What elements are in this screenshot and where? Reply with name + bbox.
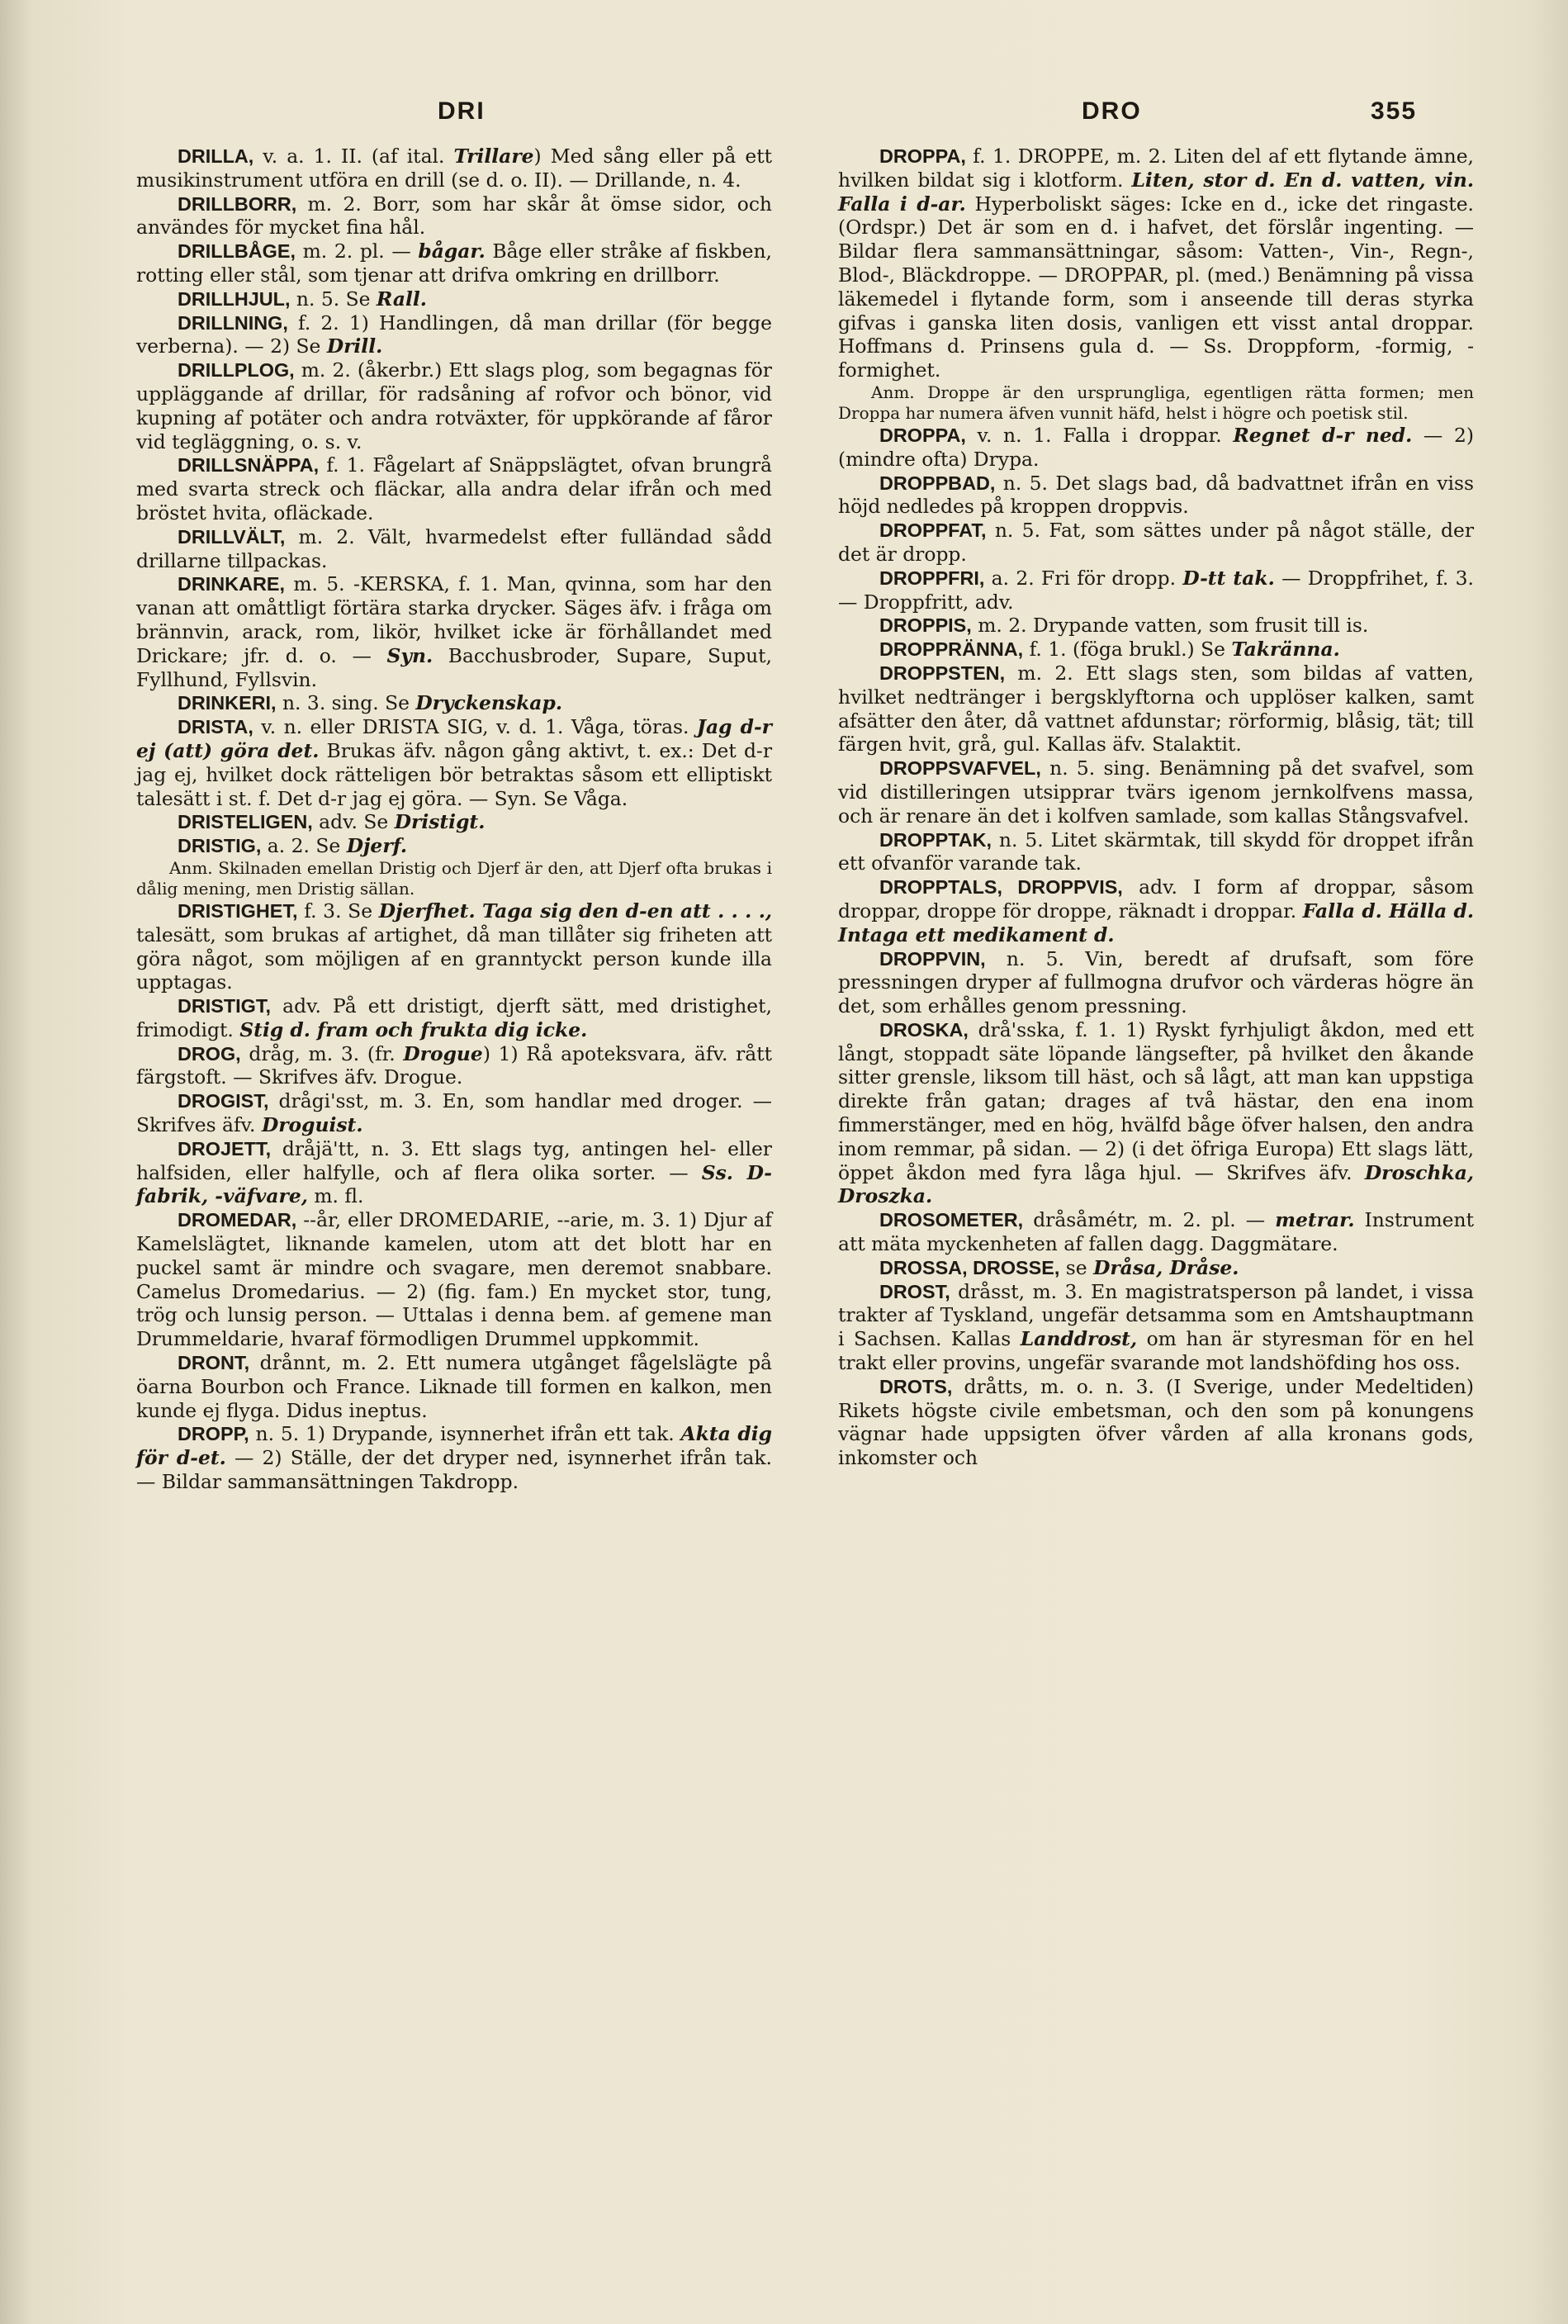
left-column [136, 145, 772, 1494]
definition-text: dråg, m. 3. (fr. [240, 1041, 404, 1065]
example-italic: Drill. [326, 334, 383, 358]
definition-text: n. 5. Litet skärmtak, till skydd för droppet ifrån ett ofvanför varande tak. [838, 828, 1474, 875]
dictionary-entry [838, 519, 1474, 567]
headword: DRISTA, [178, 716, 253, 738]
dictionary-entry [838, 1280, 1474, 1375]
dictionary-entry [838, 1256, 1474, 1280]
dictionary-entry [136, 1137, 772, 1208]
headword: DRISTIGT, [178, 995, 272, 1017]
note: Anm. Skilnaden emellan Dristig och Djerf är den, att Djerf ofta brukas i dålig mening, men Dristig sällan. [136, 857, 772, 899]
definition-tail: Brukas äfv. någon gång aktivt, t. ex.: Det d-r jag ej, hvilket dock rätteligen bör betraktas såsom ett elliptiskt talesätt i st. f. Det d-r jag ej göra. — Syn. Se Våga. [136, 738, 772, 810]
example-italic: Djerf. [346, 834, 408, 858]
headword: DROGIST, [178, 1090, 269, 1112]
definition-tail: — 2) Ställe, der det dryper ned, isynnerhet ifrån tak. — Bildar sammansättningen Takdropp. [136, 1446, 772, 1494]
example-italic: Droguist. [261, 1113, 363, 1137]
headword: DROPPTAK, [879, 828, 992, 851]
definition-text: dråjä'tt, n. 3. Ett slags tyg, antingen hel- eller halfsiden, eller halfylle, och af flera olika sorter. — [136, 1136, 772, 1184]
dictionary-entry [136, 192, 772, 240]
headword: DROSSA, DROSSE, [879, 1256, 1060, 1278]
example-italic: Ss. D-fabrik, -väfvare, [136, 1160, 773, 1208]
example-italic: Djerfhet. Taga sig den d-en att . . . ., [378, 899, 773, 922]
dictionary-entry [136, 1351, 772, 1422]
dictionary-entry [136, 240, 772, 287]
dictionary-entry [838, 1208, 1474, 1256]
headword: DROJETT, [178, 1137, 272, 1160]
definition-text: adv. Se [312, 810, 395, 834]
dictionary-entry [136, 715, 772, 810]
example-italic: bågar. [418, 240, 486, 263]
headword: DROSKA, [879, 1018, 969, 1041]
headword: DRILLA, [178, 145, 254, 167]
definition-text: m. 2. Drypande vatten, som frusit till is. [971, 614, 1369, 638]
headword: DROPPVIN, [879, 947, 986, 970]
example-italic: Takränna. [1231, 638, 1340, 662]
headword: DRISTIGHET, [178, 899, 298, 922]
example-italic: Falla d. Hälla d. Intaga ett medikament d. [838, 899, 1474, 946]
definition-text: adv. På ett dristigt, djerft sätt, med dristighet, frimodigt. [136, 994, 772, 1041]
headword: DROPPRÄNNA, [879, 638, 1024, 661]
dictionary-entry [838, 614, 1474, 638]
definition-tail: om han är styresman för en hel trakt eller provins, ungefär svarande mot landshöfding hos oss. [838, 1327, 1474, 1375]
definition-text: dråsåmétr, m. 2. pl. — [1023, 1208, 1276, 1232]
definition-text: f. 3. Se [297, 899, 379, 922]
headword: DRILLSNÄPPA, [178, 454, 320, 477]
dictionary-entry [838, 1018, 1474, 1208]
dictionary-entry [136, 1208, 772, 1351]
example-italic: Dristigt. [394, 810, 486, 834]
right-column [838, 145, 1474, 1470]
dictionary-entry [136, 145, 772, 192]
headword: DRILLBÅGE, [178, 240, 296, 263]
headword: DROPPA, [879, 145, 966, 167]
example-italic: Trillare [453, 145, 534, 168]
definition-text: se [1059, 1255, 1094, 1279]
definition-text: m. 5. -KERSKA, f. 1. Man, qvinna, som har den vanan att omåttligt förtära starka drycker. Säges äfv. i fråga om brännvin, arack, rom, likör, hvilket icke är förhållandet med Drickare; jfr. d. o. — [136, 572, 772, 667]
headword: DROPPSVAFVEL, [879, 757, 1041, 780]
headword: DROPPA, [879, 424, 966, 446]
dictionary-entry [136, 810, 772, 834]
dictionary-entry [136, 453, 772, 524]
dictionary-entry [838, 638, 1474, 662]
definition-text: drågi'sst, m. 3. En, som handlar med droger. — Skrifves äfv. [136, 1089, 772, 1137]
definition-tail: talesätt, som brukas af artighet, då man tillåter sig friheten att göra något, som möjligen af en granntyckt person kunde illa upptagas. [136, 922, 772, 994]
dictionary-entry [136, 572, 772, 691]
example-italic: Syn. [386, 643, 433, 667]
headword: DRILLPLOG, [178, 359, 295, 382]
example-italic: Drogue [403, 1041, 483, 1065]
dictionary-entry [838, 947, 1474, 1018]
dictionary-entry [838, 1375, 1474, 1470]
definition-text: f. 1. DROPPE, m. 2. Liten del af ett flytande ämne, hvilken bildat sig i klotform. [838, 145, 1474, 192]
dictionary-entry [136, 287, 772, 311]
running-head-right: DRO [1082, 97, 1142, 125]
definition-tail: ) Med sång eller på ett musikinstrument utföra en drill (se d. o. II). — Drillande, n. 4. [136, 145, 772, 192]
example-italic: D-tt tak. [1182, 566, 1275, 590]
headword: DRINKERI, [178, 692, 277, 714]
example-italic: Dryckenskap. [415, 691, 562, 715]
headword: DRONT, [178, 1352, 250, 1374]
definition-text: a. 2. Se [261, 834, 347, 858]
headword: DROTS, [879, 1375, 953, 1397]
headword: DROPPSTEN, [879, 662, 1006, 684]
example-italic: Jag d-r ej (att) göra det. [136, 715, 772, 762]
definition-text: a. 2. Fri för dropp. [984, 566, 1183, 590]
definition-text: n. 5. Vin, beredt af drufsaft, som före pressningen dryper af fullmogna drufvor och värderas högre än det, som erhålles genom pressning. [838, 946, 1474, 1018]
definition-text: n. 3. sing. Se [276, 691, 416, 715]
dictionary-entry [838, 145, 1474, 382]
definition-tail: Bacchusbroder, Supare, Suput, Fyllhund, Fyllsvin. [136, 643, 772, 691]
note: Anm. Droppe är den ursprungliga, egentligen rätta formen; men Droppa har numera äfven vunnit häfd, helst i högre och poetisk stil. [838, 382, 1474, 423]
definition-tail: Båge eller stråke af fiskben, rotting eller stål, som tjenar att drifva omkring en drillborr. [136, 240, 772, 287]
example-italic: Landdrost, [1020, 1327, 1138, 1351]
definition-tail: Hyperboliskt säges: Icke en d., icke det ringaste. (Ordspr.) Det är som en d. i hafvet, det förslår ingenting. — Bildar flera sammansättningar, såsom: Vatten-, Vin-, Regn-, Blod-, Bläckdroppe. — DROPPAR, pl. (med.) Benämning på vissa läkemedel i flytande form, som i anseende till deras styrka gifvas i ganska liten dosis, vanligen ett visst antal droppar. Hoffmans d. Prinsens gula d. — Ss. Droppform, -formig, -formighet. [838, 192, 1474, 382]
definition-text: n. 5. Se [290, 287, 377, 311]
headword: DRILLVÄLT, [178, 525, 286, 548]
headword: DROPPBAD, [879, 472, 996, 494]
example-italic: Liten, stor d. En d. vatten, vin. Falla i d-ar. [838, 168, 1474, 216]
definition-text: v. n. 1. Falla i droppar. [965, 423, 1234, 447]
definition-text: m. 2. Ett slags sten, som bildas af vatten, hvilket nedtränger i bergsklyftorna och upplöser kalken, samt afsätter den åter, då vattnet afdunstar; rörformig, blåsig, tät; till färgen hvit, grå, gul. Kallas äfv. Stalaktit. [838, 661, 1474, 756]
headword: DROPPFRI, [879, 567, 985, 589]
definition-tail: — Droppfrihet, f. 3. — Droppfritt, adv. [838, 566, 1474, 614]
dictionary-entry [838, 472, 1474, 519]
definition-text: drå'sska, f. 1. 1) Ryskt fyrhjuligt åkdon, med ett långt, stoppadt säte löpande längsefter, på hvilket den åkande sitter grensle, liksom till häst, och så lågt, att man kan uppstiga direkte från gatan; drages af två hästar, den ena inom fimmerstänger, med en hög, hvälfd båge öfver halsen, den andra inom remmar, på sidan. — 2) (i det öfriga Europa) Ett slags lätt, öppet åkdon med fyra låga hjul. — Skrifves äfv. [838, 1017, 1474, 1184]
dictionary-entry [136, 358, 772, 453]
example-italic: Rall. [376, 287, 427, 311]
definition-text: n. 5. sing. Benämning på det svafvel, som vid distilleringen utsipprar tvärs igenom jernkolfvens massa, och är renare än det i kolfven samlade, som kallas Stångsvafvel. [838, 756, 1474, 828]
headword: DROMEDAR, [178, 1209, 297, 1231]
headword: DROPPFAT, [879, 519, 987, 542]
dictionary-entry [838, 756, 1474, 828]
definition-text: f. 1. (föga brukl.) Se [1023, 638, 1232, 662]
example-italic: Dråsa, Dråse. [1093, 1255, 1239, 1279]
definition-text: adv. I form af droppar, såsom droppar, droppe för droppe, räknadt i droppar. [838, 875, 1474, 922]
definition-tail: Instrument att mäta myckenheten af fallen dagg. Daggmätare. [838, 1208, 1474, 1256]
definition-text: v. n. eller DRISTA SIG, v. d. 1. Våga, töras. [253, 715, 697, 739]
headword: DRISTELIGEN, [178, 811, 313, 833]
definition-text: v. a. 1. II. (af ital. [253, 145, 454, 168]
definition-text: n. 5. 1) Drypande, isynnerhet ifrån ett tak. [249, 1422, 681, 1446]
definition-text: n. 5. Fat, som sättes under på något ställe, der det är dropp. [838, 519, 1474, 566]
dictionary-entry [838, 424, 1474, 472]
headword: DRILLNING, [178, 311, 288, 334]
page-number: 355 [1371, 97, 1418, 125]
running-head-left: DRI [438, 97, 486, 125]
headword: DRINKARE, [178, 573, 285, 595]
definition-text: drånnt, m. 2. Ett numera utgånget fågelslägte på öarna Bourbon och France. Liknade till formen en kalkon, men kunde ej flyga. Didus ineptus. [136, 1351, 772, 1422]
example-italic: Droschka, Droszka. [838, 1160, 1474, 1208]
headword: DRISTIG, [178, 835, 262, 857]
dictionary-entry [136, 1422, 772, 1493]
dictionary-entry [136, 1042, 772, 1090]
definition-text: m. 2. Vält, hvarmedelst efter fulländad sådd drillarne tillpackas. [136, 524, 772, 572]
definition-text: f. 2. 1) Handlingen, då man drillar (för begge verberna). — 2) Se [136, 311, 772, 358]
dictionary-entry [838, 828, 1474, 876]
dictionary-entry [136, 691, 772, 715]
definition-tail: m. fl. [307, 1184, 364, 1208]
example-italic: metrar. [1275, 1208, 1355, 1232]
definition-text: m. 2. Borr, som har skår åt ömse sidor, och användes för mycket fina hål. [136, 192, 772, 240]
headword: DROPPTALS, DROPPVIS, [879, 876, 1123, 899]
definition-text: n. 5. Det slags bad, då badvattnet ifrån en viss höjd nedledes på kroppen droppvis. [838, 471, 1474, 519]
headword: DRILLBORR, [178, 192, 297, 215]
definition-tail: ) 1) Rå apoteksvara, äfv. rått färgstoft. — Skrifves äfv. Drogue. [136, 1041, 772, 1089]
example-italic: Regnet d-r ned. [1233, 423, 1413, 447]
headword: DRILLHJUL, [178, 287, 291, 310]
example-italic: Stig d. fram och frukta dig icke. [239, 1017, 588, 1041]
definition-text: m. 2. pl. — [295, 240, 419, 263]
dictionary-entry [136, 994, 772, 1042]
dictionary-entry [136, 899, 772, 994]
headword: DROPP, [178, 1423, 249, 1445]
dictionary-entry [838, 662, 1474, 756]
dictionary-entry [136, 525, 772, 573]
headword: DROG, [178, 1042, 241, 1065]
definition-text: dråtts, m. o. n. 3. (I Sverige, under Medeltiden) Rikets högste civile embetsman, och den som på konungens vägnar hade uppsigten öfver vården af alla kronans gods, inkomster och [838, 1374, 1474, 1470]
definition-text: m. 2. (åkerbr.) Ett slags plog, som begagnas för uppläggande af drillar, för radsåning af rofvor och bönor, vid kupning af potäter och andra rotväxter, för uppkörande af fåror vid tegläggning, o. s. v. [136, 358, 772, 453]
headword: DROST, [879, 1280, 950, 1302]
dictionary-entry [838, 567, 1474, 614]
definition-text: f. 1. Fågelart af Snäppslägtet, ofvan brungrå med svarta streck och fläckar, alla andra delar ifrån och med bröstet hvita, ofläckade. [136, 453, 772, 524]
definition-text: dråsst, m. 3. En magistratsperson på landet, i vissa trakter af Tyskland, ungefär detsamma som en Amtshauptmann i Sachsen. Kallas [838, 1279, 1474, 1351]
dictionary-entry [136, 311, 772, 359]
headword: DROPPIS, [879, 614, 972, 637]
definition-text: --år, eller DROMEDARIE, --arie, m. 3. 1) Djur af Kamelslägtet, liknande kamelen, utom att det blott har en puckel samt är mindre och svagare, men deremot snabbare. Camelus Dromedarius. — 2) (fig. fam.) En mycket stor, tung, trög och lunsig person. — Uttalas i denna bem. af gemene man Drummeldarie, hvaraf förmodligen Drummel uppkommit. [136, 1208, 772, 1351]
definition-tail: — 2) (mindre ofta) Drypa. [838, 423, 1474, 471]
headword: DROSOMETER, [879, 1209, 1024, 1231]
dictionary-entry [838, 875, 1474, 946]
dictionary-entry [136, 834, 772, 858]
example-italic: Akta dig för d-et. [136, 1422, 772, 1470]
dictionary-entry [136, 1089, 772, 1137]
